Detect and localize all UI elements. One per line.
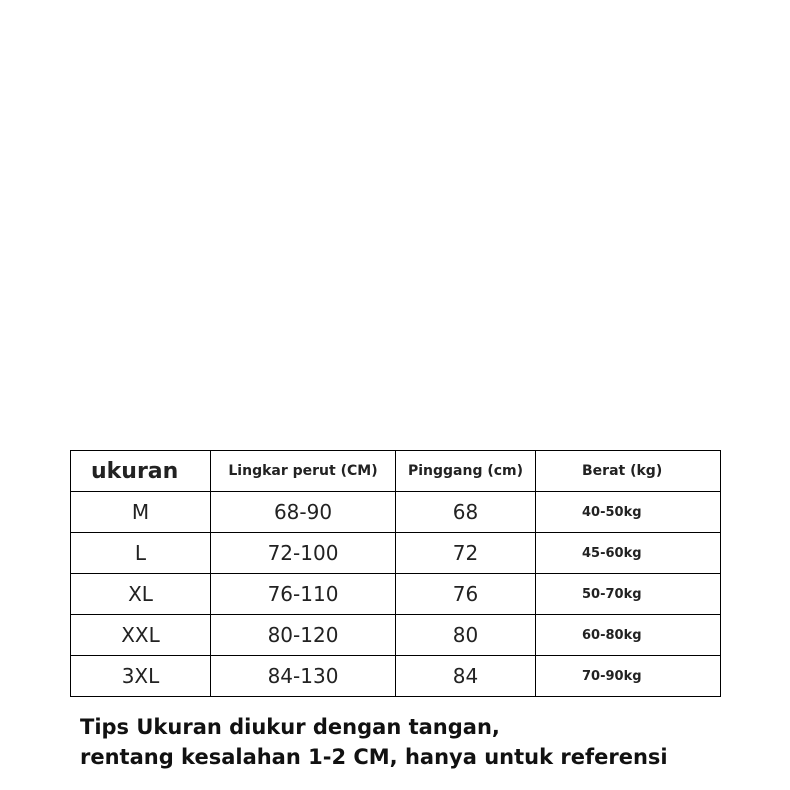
size-cell: M: [71, 492, 211, 533]
size-cell: XL: [71, 574, 211, 615]
weight-cell: 40-50kg: [536, 492, 721, 533]
header-pinggang: Pinggang (cm): [396, 451, 536, 492]
header-berat: Berat (kg): [536, 451, 721, 492]
hip-cell: 68: [396, 492, 536, 533]
header-ukuran: ukuran: [71, 451, 211, 492]
size-cell: XXL: [71, 615, 211, 656]
weight-cell: 50-70kg: [536, 574, 721, 615]
tips-line-2: rentang kesalahan 1-2 CM, hanya untuk referensi: [80, 745, 668, 769]
weight-cell: 70-90kg: [536, 656, 721, 697]
waist-girth-cell: 72-100: [211, 533, 396, 574]
size-cell: 3XL: [71, 656, 211, 697]
table-row: [71, 533, 721, 574]
weight-cell: 60-80kg: [536, 615, 721, 656]
weight-cell: 45-60kg: [536, 533, 721, 574]
size-chart-table: [70, 450, 721, 697]
waist-girth-cell: 76-110: [211, 574, 396, 615]
waist-girth-cell: 84-130: [211, 656, 396, 697]
hip-cell: 76: [396, 574, 536, 615]
hip-cell: 84: [396, 656, 536, 697]
tips-line-1: Tips Ukuran diukur dengan tangan,: [80, 715, 500, 739]
waist-girth-cell: 68-90: [211, 492, 396, 533]
table-header-row: [71, 451, 721, 492]
header-lingkar-perut: Lingkar perut (CM): [211, 451, 396, 492]
size-tips-note: [80, 712, 770, 772]
hip-cell: 72: [396, 533, 536, 574]
hip-cell: 80: [396, 615, 536, 656]
table-row: [71, 615, 721, 656]
size-cell: L: [71, 533, 211, 574]
table-row: [71, 656, 721, 697]
table-row: [71, 574, 721, 615]
table-row: [71, 492, 721, 533]
waist-girth-cell: 80-120: [211, 615, 396, 656]
